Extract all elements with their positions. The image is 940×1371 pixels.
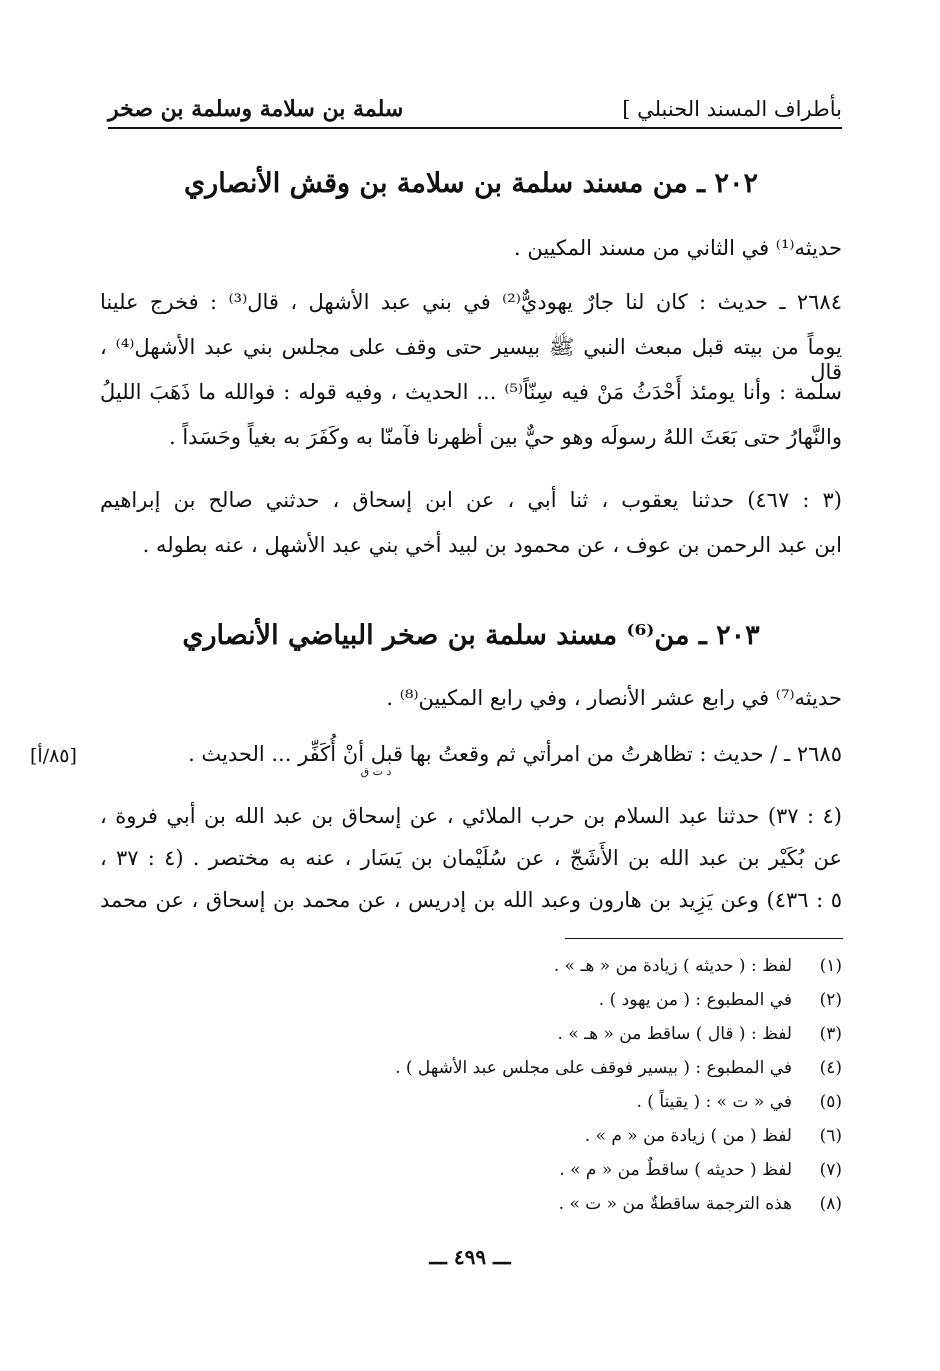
footnote-3-text: لفظ : ( قال ) ساقط من « هـ » . <box>557 1024 792 1044</box>
footnote-6-number: (٦) <box>819 1126 842 1146</box>
footnote-2 <box>200 990 842 1010</box>
footnote-2-text: في المطبوع : ( من يهود ) . <box>598 990 792 1010</box>
section-202-intro: حديثه⁽¹⁾ في الثاني من مسند المكيين . <box>514 236 842 260</box>
footnote-3-number: (٣) <box>819 1024 842 1044</box>
hadith-2685-sigla: د ت ق <box>360 765 392 778</box>
section-203-intro: حديثه⁽⁷⁾ في رابع عشر الأنصار ، وفي رابع المكيين⁽⁸⁾ . <box>386 686 842 710</box>
footnote-6 <box>200 1126 842 1146</box>
section-title-203: ٢٠٣ ـ من⁽⁶⁾ مسند سلمة بن صخر البياضي الأنصاري <box>182 620 760 651</box>
isnad-2685-line-3: ٥ : ٤٣٦) وعن يَزِيد بن هارون وعبد الله بن إدريس ، عن محمد بن إسحاق ، عن محمد <box>100 888 842 912</box>
folio-marker: [٨٥/أ] <box>30 745 77 767</box>
header-rule <box>108 127 842 129</box>
hadith-2685-line <box>100 742 842 778</box>
footnote-1-number: (١) <box>819 956 842 976</box>
footnote-4 <box>200 1058 842 1078</box>
isnad-2685-line-1: (٤ : ٣٧) حدثنا عبد السلام بن حرب الملائي ، عن إسحاق بن عبد الله بن أبي فروة ، <box>100 804 842 828</box>
hadith-2684-line-4: والنَّهارُ حتى بَعَثَ اللهُ رسولَه وهو حيٌّ بين أظهرنا فآمنّا به وكَفَرَ به بغياً وحَسَداً . <box>168 425 842 449</box>
footnote-4-text: في المطبوع : ( بيسير فوقف على مجلس عبد الأشهل ) . <box>395 1058 792 1078</box>
footnote-rule <box>565 938 843 939</box>
footnote-5 <box>200 1092 842 1112</box>
isnad-2684-line-1: (٣ : ٤٦٧) حدثنا يعقوب ، ثنا أبي ، عن ابن إسحاق ، حدثني صالح بن إبراهيم <box>100 488 842 512</box>
isnad-2684-line-2: ابن عبد الرحمن بن عوف ، عن محمود بن لبيد أخي بني عبد الأشهل ، عنه بطوله . <box>142 533 842 557</box>
hadith-2684-line-1: ٢٦٨٤ ـ حديث : كان لنا جارٌ يهوديٌّ⁽²⁾ في بني عبد الأشهل ، قال⁽³⁾ : فخرج علينا <box>100 290 842 314</box>
footnote-7-number: (٧) <box>819 1160 842 1180</box>
footnote-4-number: (٤) <box>819 1058 842 1078</box>
footnote-8-number: (٨) <box>819 1194 842 1214</box>
footnote-7 <box>200 1160 842 1180</box>
footnote-5-number: (٥) <box>819 1092 842 1112</box>
running-head-book-title: بأطراف المسند الحنبلي ] <box>622 97 842 121</box>
page-number: ـــ ٤٩٩ ـــ <box>429 1245 511 1269</box>
hadith-2684-line-2: يوماً من بيته قبل مبعث النبي ﷺ بيسير حتى وقف على مجلس بني عبد الأشهل⁽⁴⁾ ، قال <box>100 335 842 385</box>
footnote-8 <box>200 1194 842 1214</box>
footnote-1 <box>200 956 842 976</box>
footnote-1-text: لفظ : ( حديثه ) زيادة من « هـ » . <box>553 956 792 976</box>
section-title-202: ٢٠٢ ـ من مسند سلمة بن سلامة بن وقش الأنصاري <box>184 168 758 199</box>
footnote-3 <box>200 1024 842 1044</box>
hadith-2685-text: ٢٦٨٥ ـ / حديث : تظاهرتُ من امرأتي ثم وقعتُ بها قبل أنْ أُكَفِّر ... الحديث . <box>188 742 842 766</box>
footnote-2-number: (٢) <box>819 990 842 1010</box>
running-head-chapter-title: سلمة بن سلامة وسلمة بن صخر <box>108 96 404 122</box>
running-head <box>108 92 842 126</box>
footnote-8-text: هذه الترجمة ساقطةٌ من « ت » . <box>558 1194 792 1214</box>
hadith-2684-line-3: سلمة : وأنا يومئذ أَحْدَثُ مَنْ فيه سِنّاً⁽⁵⁾ ... الحديث ، وفيه قوله : فوالله ما ذَهَبَ الليلُ <box>100 380 842 404</box>
footnote-5-text: في « ت » : ( يقيناً ) . <box>636 1092 792 1112</box>
footnote-7-text: لفظ ( حديثه ) ساقطٌ من « م » . <box>559 1160 792 1180</box>
isnad-2685-line-2: عن بُكَيْر بن عبد الله بن الأَشَجّ ، عن سُلَيْمان بن يَسَار ، عنه به مختصر . (٤ : ٣٧ ، <box>100 846 842 870</box>
footnote-6-text: لفظ ( من ) زيادة من « م » . <box>584 1126 792 1146</box>
